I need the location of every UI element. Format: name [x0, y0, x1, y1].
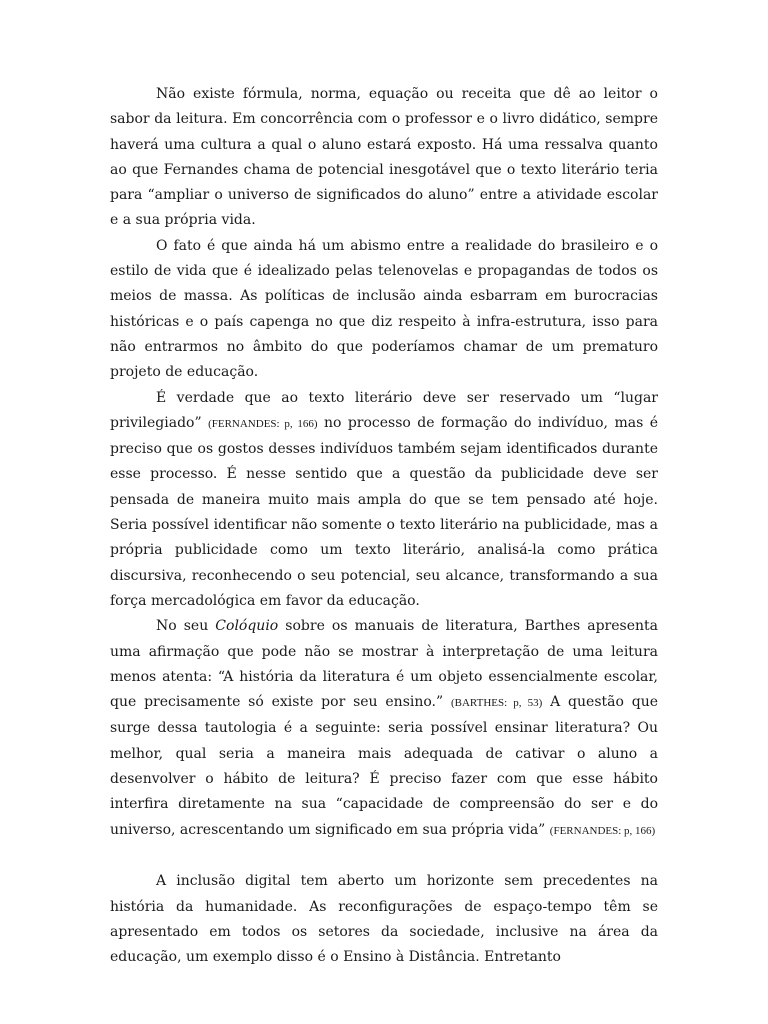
paragraph-text: no processo de formação do indivíduo, mas é preciso que os gostos desses indivíduos também sejam identificados durante esse processo. É nesse sentido que a questão da publicidade deve ser pensada de maneira muito mais ampla do que se tem pensado até hoje. Seria possível identificar não somente o texto literário na publicidade, mas a própria publicidade como um texto literário, analisá-la como prática discursiva, reconhecendo o seu potencial, seu alcance, transformando a sua força mercadológica em favor da educação. [110, 414, 658, 609]
paragraph-3 [110, 386, 658, 615]
citation: (FERNANDES: p, 166) [549, 824, 656, 837]
paragraph-text: sobre os manuais de literatura, Barthes apresenta uma afirmação que pode não se mostrar à interpretação de uma leitura menos atenta: “A história da literatura é um objeto essencialmente escolar, que precisamente só existe por seu ensino.” [110, 618, 658, 711]
paragraph-2 [110, 234, 658, 386]
paragraph-4 [110, 614, 658, 844]
document-page [110, 82, 658, 970]
italic-title: Colóquio [215, 618, 279, 635]
paragraph-text: No seu [156, 618, 216, 635]
paragraph-text: A inclusão digital tem aberto um horizonte sem precedentes na história da humanidade. As reconfigurações de espaço-tempo têm se apresentado em todos os setores da sociedade, inclusive na área da educação, um exemplo disso é o Ensino à Distância. Entretanto [110, 873, 658, 966]
paragraph-text: Não existe fórmula, norma, equação ou receita que dê ao leitor o sabor da leitura. Em concorrência com o professor e o livro didático, sempre haverá uma cultura a qual o aluno estará exposto. Há uma ressalva quanto ao que Fernandes chama de potencial inesgotável que o texto literário teria para “ampliar o universo de significados do aluno” entre a atividade escolar e a sua própria vida. [110, 86, 658, 229]
paragraph-text: O fato é que ainda há um abismo entre a realidade do brasileiro e o estilo de vida que é idealizado pelas telenovelas e propagandas de todos os meios de massa. As políticas de inclusão ainda esbarram em burocracias históricas e o país capenga no que diz respeito à infra-estrutura, isso para não entrarmos no âmbito do que poderíamos chamar de um prematuro projeto de educação. [110, 237, 658, 381]
paragraph-1 [110, 82, 658, 234]
paragraph-text: A questão que surge dessa tautologia é a seguinte: seria possível ensinar literatura? Ou melhor, qual seria a maneira mais adequada de cativar o aluno a desenvolver o hábito de leitura? É preciso fazer com que esse hábito interfira diretamente na sua “capacidade de compreensão do ser e do universo, acrescentando um significado em sua própria vida” [110, 694, 658, 838]
citation: (FERNANDES: p, 166) [208, 417, 318, 430]
paragraph-text: É verdade que ao texto literário deve ser reservado um “lugar privilegiado” [110, 389, 658, 431]
paragraph-5 [110, 869, 658, 970]
citation: (BARTHES: p, 53) [450, 697, 543, 710]
